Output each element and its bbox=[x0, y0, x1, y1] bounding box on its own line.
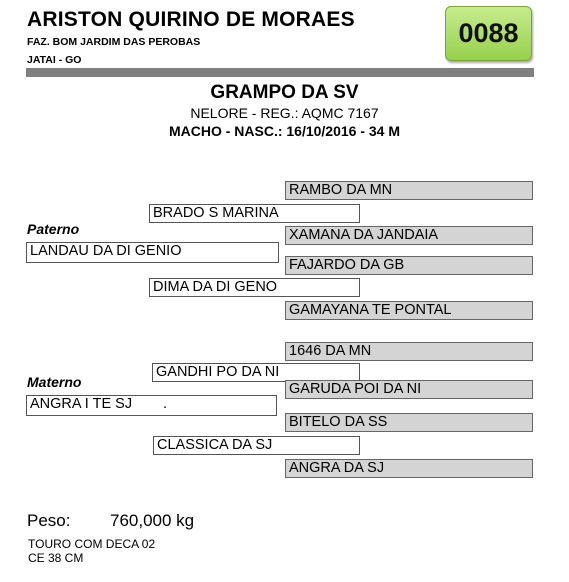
pedigree-sire-dam-sire: FAJARDO DA GB bbox=[285, 256, 533, 275]
pedigree-sire-dam: DIMA DA DI GENO bbox=[149, 278, 360, 297]
owner-name: ARISTON QUIRINO DE MORAES bbox=[27, 8, 355, 31]
pedigree-sire: LANDAU DA DI GENIO bbox=[26, 242, 279, 263]
pedigree-sire-sire-dam: XAMANA DA JANDAIA bbox=[285, 226, 533, 245]
farm-name: FAZ. BOM JARDIM DAS PEROBAS bbox=[27, 36, 201, 48]
pedigree-sire-sire-sire: RAMBO DA MN bbox=[285, 181, 533, 200]
animal-name: GRAMPO DA SV bbox=[210, 82, 359, 103]
breed-registration: NELORE - REG.: AQMC 7167 bbox=[190, 105, 379, 121]
weight-value: 760,000 kg bbox=[110, 511, 195, 530]
pedigree-dam-sire: GANDHI PO DA NI bbox=[152, 363, 360, 382]
note-deca: TOURO COM DECA 02 bbox=[28, 537, 156, 551]
sex-birth-date: MACHO - NASC.: 16/10/2016 - 34 M bbox=[168, 123, 401, 139]
pedigree-dam-dot: . bbox=[163, 396, 168, 412]
city: JATAI - GO bbox=[27, 54, 82, 66]
pedigree-dam-dam-dam: ANGRA DA SJ bbox=[285, 459, 533, 478]
pedigree-dam-sire-dam: GARUDA POI DA NI bbox=[285, 380, 533, 399]
pedigree-sire-sire: BRADO S MARINA bbox=[149, 204, 360, 223]
maternal-label: Materno bbox=[27, 374, 82, 390]
pedigree-dam-dam-sire: BITELO DA SS bbox=[285, 413, 533, 432]
pedigree-dam-name: ANGRA I TE SJ bbox=[30, 396, 133, 412]
pedigree-sire-dam-dam: GAMAYANA TE PONTAL bbox=[285, 301, 533, 320]
note-ce: CE 38 CM bbox=[28, 551, 84, 565]
weight-label: Peso: bbox=[27, 511, 71, 530]
pedigree-dam-sire-sire: 1646 DA MN bbox=[285, 342, 533, 361]
header-divider bbox=[26, 68, 534, 77]
pedigree-dam bbox=[26, 395, 277, 416]
lot-number-badge: 0088 bbox=[445, 6, 532, 61]
pedigree-dam-dam: CLASSICA DA SJ bbox=[153, 436, 360, 455]
paternal-label: Paterno bbox=[27, 221, 80, 237]
